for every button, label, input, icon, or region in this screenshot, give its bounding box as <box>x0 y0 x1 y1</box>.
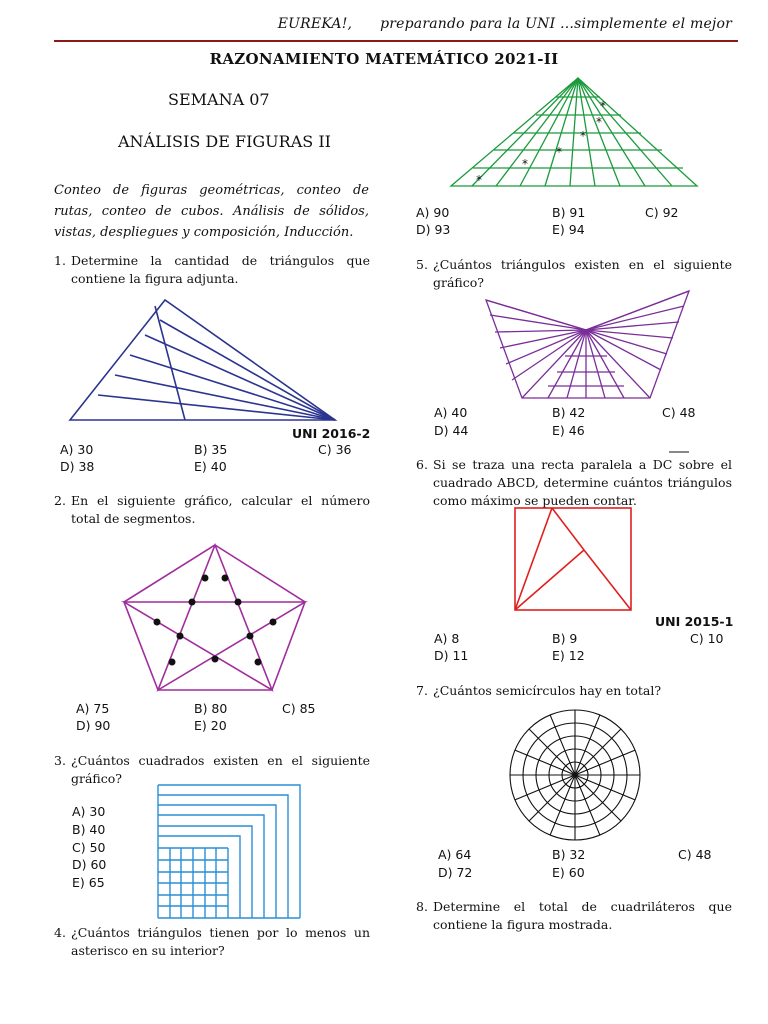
question-number: 4. <box>54 925 66 940</box>
intro-paragraph: Conteo de figuras geométricas, conteo de rutas, conteo de cubos. Análisis de sólidos, vistas, despliegues y composición, Inducción. <box>54 183 369 240</box>
svg-text:*: * <box>596 115 602 129</box>
option-e: E) 94 <box>552 222 585 237</box>
svg-text:*: * <box>556 145 562 159</box>
option-d: D) 44 <box>434 423 469 438</box>
week-label: SEMANA 07 <box>168 90 270 109</box>
svg-text:*: * <box>476 173 482 187</box>
question-text: Si se traza una recta paralela a DC sobre el cuadrado ABCD, determine cuántos triángulos como máximo se pueden contar. <box>433 457 732 508</box>
option-e: E) 46 <box>552 423 585 438</box>
option-a: A) 8 <box>434 631 460 646</box>
option-d: D) 72 <box>438 865 473 880</box>
option-b: B) 42 <box>552 405 586 420</box>
option-c: C) 48 <box>662 405 696 420</box>
page-title: RAZONAMIENTO MATEMÁTICO 2021-II <box>209 50 559 68</box>
option-b: B) 35 <box>194 442 228 457</box>
option-c: C) 48 <box>678 847 712 862</box>
question-text: En el siguiente gráfico, calcular el número total de segmentos. <box>71 493 370 526</box>
option-d: D) 11 <box>434 648 469 663</box>
question-text: Determine la cantidad de triángulos que contiene la figura adjunta. <box>71 253 370 286</box>
option-a: A) 90 <box>416 205 450 220</box>
question-text: ¿Cuántos semicírculos hay en total? <box>433 683 662 698</box>
option-c: C) 50 <box>72 840 106 855</box>
question-text: ¿Cuántos triángulos tienen por lo menos un asterisco en su interior? <box>71 925 370 958</box>
header-text: EUREKA!, preparando para la UNI …simplemente el mejor <box>277 16 732 32</box>
option-b: B) 32 <box>552 847 586 862</box>
option-a: A) 30 <box>60 442 94 457</box>
option-a: A) 40 <box>434 405 468 420</box>
option-e: E) 12 <box>552 648 585 663</box>
svg-text:*: * <box>522 157 528 171</box>
question-number: 3. <box>54 753 66 768</box>
option-d: D) 38 <box>60 459 95 474</box>
option-d: D) 60 <box>72 857 107 872</box>
option-e: E) 65 <box>72 875 105 890</box>
section-subtitle: ANÁLISIS DE FIGURAS II <box>118 132 331 151</box>
source-tag-uni-2016-2: UNI 2016-2 <box>292 426 371 441</box>
option-a: A) 75 <box>76 701 110 716</box>
option-e: E) 20 <box>194 718 227 733</box>
svg-text:*: * <box>580 129 586 143</box>
question-text: ¿Cuántos cuadrados existen en el siguiente gráfico? <box>71 753 370 786</box>
question-number: 8. <box>416 899 428 914</box>
question-number: 2. <box>54 493 66 508</box>
option-e: E) 40 <box>194 459 227 474</box>
option-a: A) 64 <box>438 847 472 862</box>
option-c: C) 10 <box>690 631 724 646</box>
option-b: B) 40 <box>72 822 106 837</box>
question-number: 6. <box>416 457 428 472</box>
option-a: A) 30 <box>72 804 106 819</box>
option-c: C) 36 <box>318 442 352 457</box>
question-text: Determine el total de cuadriláteros que contiene la figura mostrada. <box>433 899 732 932</box>
option-c: C) 92 <box>645 205 679 220</box>
option-c: C) 85 <box>282 701 316 716</box>
question-number: 1. <box>54 253 66 268</box>
option-d: D) 93 <box>416 222 451 237</box>
question-number: 5. <box>416 257 428 272</box>
option-e: E) 60 <box>552 865 585 880</box>
option-b: B) 91 <box>552 205 586 220</box>
source-tag-uni-2015-1: UNI 2015-1 <box>655 614 734 629</box>
option-b: B) 9 <box>552 631 578 646</box>
question-text: ¿Cuántos triángulos existen en el siguiente gráfico? <box>433 257 732 290</box>
svg-text:*: * <box>600 99 606 113</box>
option-b: B) 80 <box>194 701 228 716</box>
question-number: 7. <box>416 683 428 698</box>
option-d: D) 90 <box>76 718 111 733</box>
